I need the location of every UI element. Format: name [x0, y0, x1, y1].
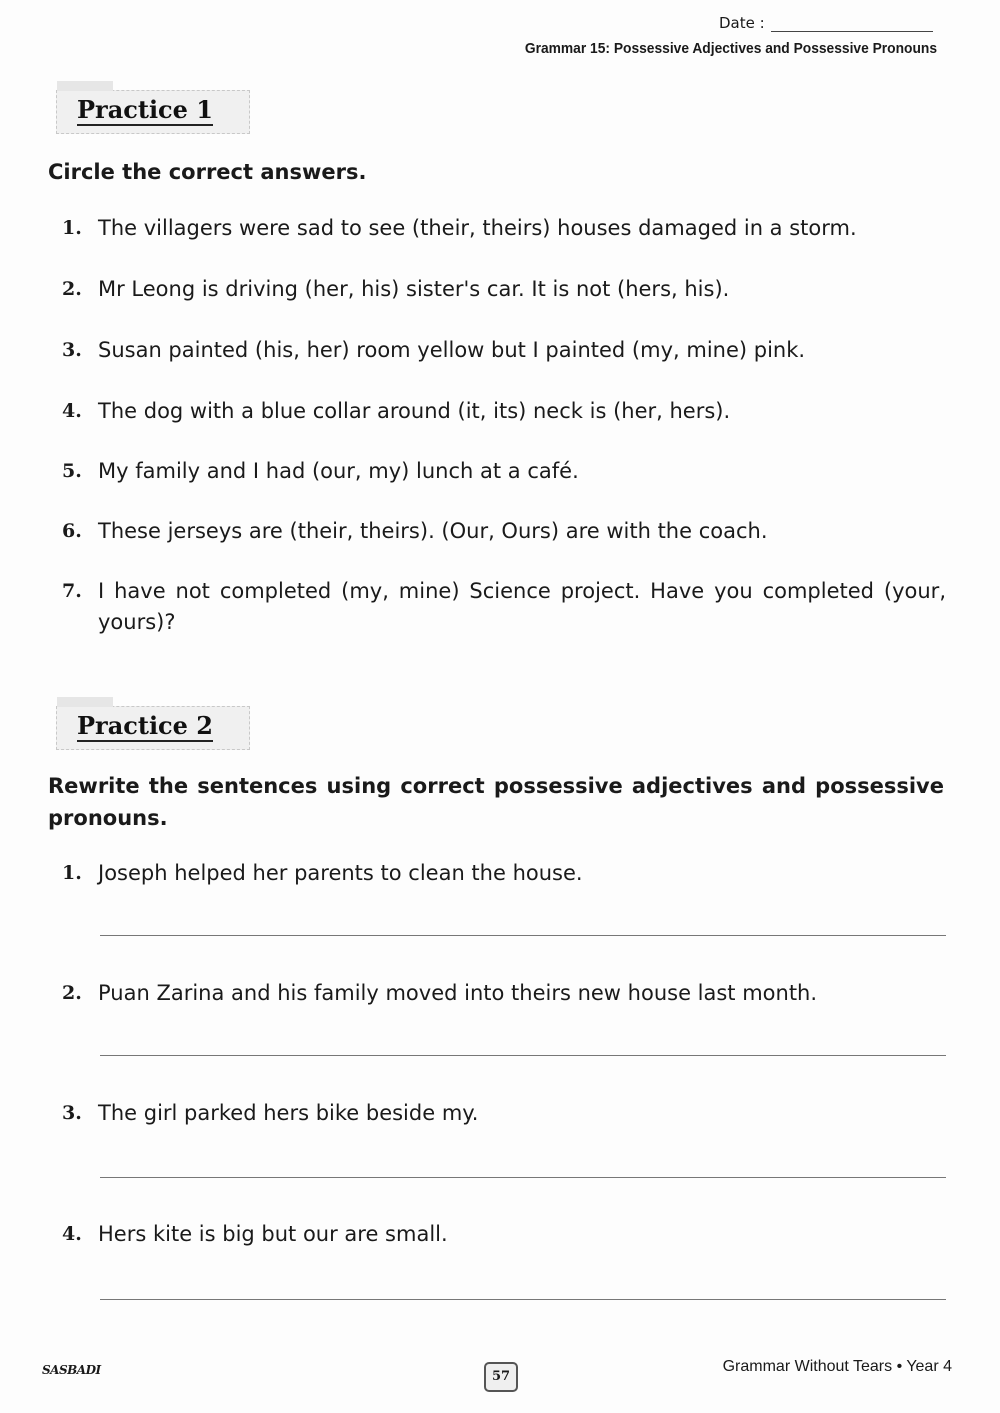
practice-2-heading-box	[56, 706, 250, 750]
practice-1-item	[62, 274, 946, 305]
item-text: Susan painted (his, her) room yellow but I painted (my, mine) pink.	[98, 338, 806, 362]
item-number: 7.	[62, 580, 82, 602]
practice-2-heading: Practice 2	[77, 711, 213, 740]
item-text: The girl parked hers bike beside my.	[98, 1101, 479, 1125]
item-text: My family and I had (our, my) lunch at a café.	[98, 459, 579, 483]
item-text: Hers kite is big but our are small.	[98, 1222, 448, 1246]
item-number: 2.	[62, 982, 82, 1004]
item-number: 4.	[62, 400, 82, 422]
item-text: The dog with a blue collar around (it, its) neck is (her, hers).	[98, 399, 731, 423]
book-title: Grammar Without Tears • Year 4	[722, 1358, 952, 1375]
practice-1-item	[62, 516, 946, 547]
practice-2-item	[62, 1098, 946, 1129]
answer-line[interactable]	[100, 1177, 946, 1178]
answer-line[interactable]	[100, 1299, 946, 1300]
item-number: 3.	[62, 339, 82, 361]
item-number: 1.	[62, 217, 82, 239]
item-number: 1.	[62, 862, 82, 884]
answer-line[interactable]	[100, 935, 946, 936]
practice-2-item	[62, 858, 946, 889]
page-title: Grammar 15: Possessive Adjectives and Possessive Pronouns	[524, 40, 937, 57]
practice-1-item	[62, 396, 946, 427]
answer-line[interactable]	[100, 1055, 946, 1056]
date-blank-line[interactable]	[771, 19, 933, 32]
practice-2-item	[62, 1219, 946, 1250]
item-text: These jerseys are (their, theirs). (Our, Ours) are with the coach.	[98, 519, 768, 543]
practice-2-instruction: Rewrite the sentences using correct possessive adjectives and possessive pronouns.	[48, 774, 944, 830]
practice-1-item	[62, 576, 946, 638]
item-text: The villagers were sad to see (their, theirs) houses damaged in a storm.	[98, 216, 857, 240]
page-number: 57	[484, 1362, 518, 1392]
practice-1-item	[62, 335, 946, 366]
heading-tab-decoration	[57, 697, 113, 707]
item-text: Mr Leong is driving (her, his) sister's car. It is not (hers, his).	[98, 277, 730, 301]
practice-2-item	[62, 978, 946, 1009]
item-text: I have not completed (my, mine) Science project. Have you completed (your, yours)?	[98, 579, 946, 634]
item-text: Puan Zarina and his family moved into theirs new house last month.	[98, 981, 818, 1005]
item-number: 3.	[62, 1102, 82, 1124]
item-number: 2.	[62, 278, 82, 300]
practice-1-item	[62, 213, 946, 244]
heading-tab-decoration	[57, 81, 113, 91]
item-number: 4.	[62, 1223, 82, 1245]
item-number: 6.	[62, 520, 82, 542]
practice-1-item	[62, 456, 946, 487]
practice-1-heading: Practice 1	[77, 95, 213, 124]
practice-1-instruction: Circle the correct answers.	[48, 160, 367, 184]
item-number: 5.	[62, 460, 82, 482]
date-label: Date :	[719, 14, 765, 32]
item-text: Joseph helped her parents to clean the house.	[98, 861, 583, 885]
publisher-logo: SASBADI	[42, 1363, 101, 1377]
practice-1-heading-box	[56, 90, 250, 134]
date-field	[719, 14, 933, 32]
